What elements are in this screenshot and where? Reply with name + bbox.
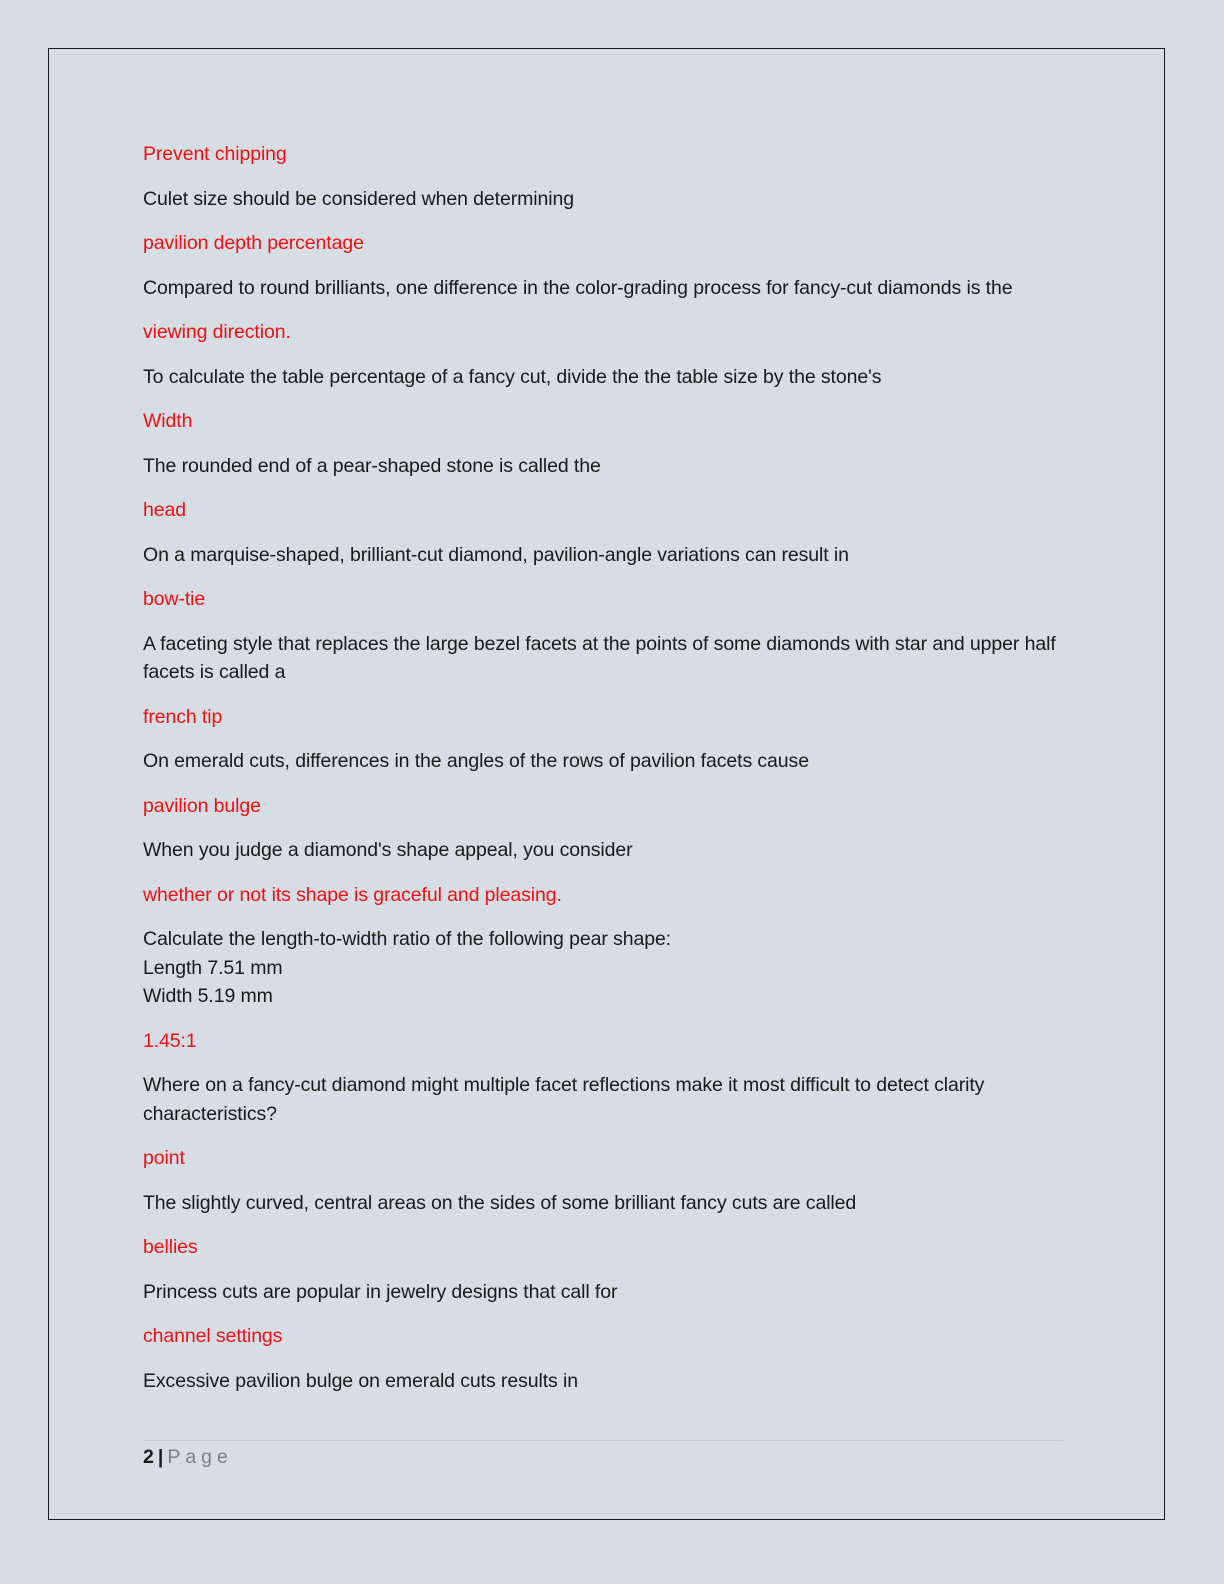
answer-text: bellies	[143, 1236, 198, 1258]
question-text: When you judge a diamond's shape appeal, you consider	[143, 839, 633, 861]
page-number: 2	[143, 1446, 154, 1468]
answer-text: whether or not its shape is graceful and pleasing.	[143, 883, 562, 906]
question-text: Calculate the length-to-width ratio of the following pear shape: Length 7.51 mm Width 5.19 mm	[143, 928, 672, 1007]
question-text: On emerald cuts, differences in the angles of the rows of pavilion facets cause	[143, 750, 809, 772]
question-text: To calculate the table percentage of a fancy cut, divide the the table size by the stone's	[143, 365, 882, 388]
answer-text: Prevent chipping	[143, 143, 287, 165]
answer-text: 1.45:1	[143, 1029, 197, 1052]
answer-text: french tip	[143, 705, 223, 728]
answer-text: Width	[143, 410, 193, 432]
question-text: The rounded end of a pear-shaped stone is called the	[143, 454, 601, 477]
question-text: Where on a fancy-cut diamond might multiple facet reflections make it most difficult to detect clarity characteristics?	[143, 1074, 985, 1125]
answer-text: point	[143, 1147, 185, 1169]
question-text: Princess cuts are popular in jewelry designs that call for	[143, 1280, 618, 1303]
answer-text: bow-tie	[143, 588, 206, 610]
answer-text: pavilion depth percentage	[143, 232, 364, 254]
page-separator: |	[157, 1446, 164, 1468]
question-text: Excessive pavilion bulge on emerald cuts results in	[143, 1369, 578, 1392]
answer-text: channel settings	[143, 1325, 283, 1347]
question-text: On a marquise-shaped, brilliant-cut diamond, pavilion-angle variations can result in	[143, 543, 849, 566]
question-text: A faceting style that replaces the large bezel facets at the points of some diamonds with star and upper half facets is called a	[143, 632, 1056, 683]
question-text: The slightly curved, central areas on the sides of some brilliant fancy cuts are called	[143, 1191, 857, 1214]
question-text: Culet size should be considered when determining	[143, 187, 574, 210]
question-text: Compared to round brilliants, one difference in the color-grading process for fancy-cut diamonds is the	[143, 276, 1013, 299]
page-footer	[143, 1443, 233, 1471]
answer-text: viewing direction.	[143, 321, 291, 343]
footer-divider	[143, 1440, 1063, 1441]
page-label: Page	[167, 1446, 233, 1468]
answer-text: head	[143, 499, 186, 521]
answer-text: pavilion bulge	[143, 794, 261, 817]
flashcard-list	[143, 140, 1073, 1411]
